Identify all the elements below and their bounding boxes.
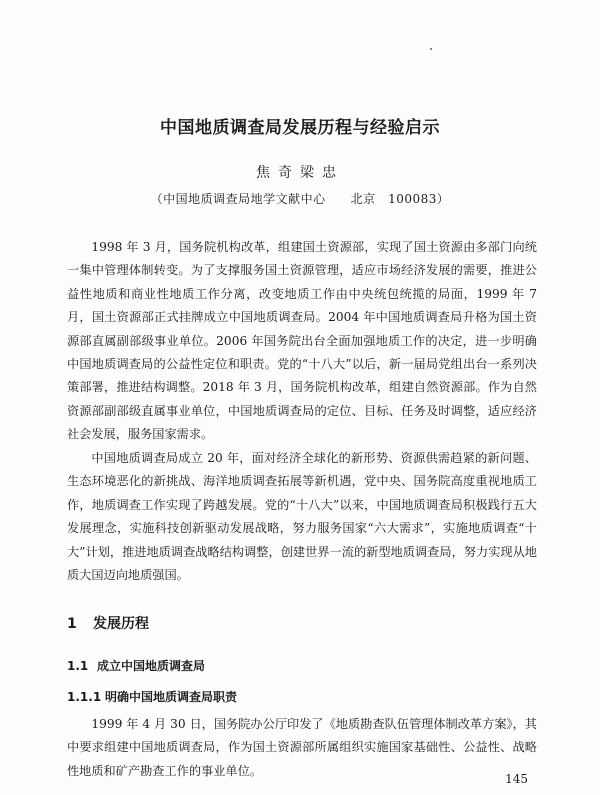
intro-paragraph-2-block — [67, 447, 537, 587]
page-number: 145 — [505, 772, 528, 786]
scan-speck — [430, 48, 432, 50]
author-affiliation: （中国地质调查局地学文献中心 北京 100083） — [150, 192, 450, 206]
section-heading-1 — [67, 613, 149, 633]
subsection-heading-1-1 — [67, 657, 205, 674]
subsubsection-heading-1-1-1 — [67, 688, 237, 705]
intro-paragraph-1-block — [67, 236, 537, 447]
subsection-title: 成立中国地质调查局 — [97, 659, 206, 673]
body-paragraph: 1999 年 4 月 30 日，国务院办公厅印发了《地质勘查队伍管理体制改革方案》，其中要求组建中国地质调查局，作为国土资源部所属组织实施国家基础性、公益性、战略性地质和矿产勘查工作的事业单位。 — [67, 717, 537, 778]
intro-paragraph: 中国地质调查局成立 20 年，面对经济全球化的新形势、资源供需趋紧的新问题、生态环境恶化的新挑战、海洋地质调查拓展等新机遇，党中央、国务院高度重视地质工作，地质调查工作实现了跨越发展。党的“十八大”以来，中国地质调查局积极践行五大发展理念，实施科技创新驱动发展战略，努力服务国家“六大需求”，实施地质调查“十大”计划，推进地质调查战略结构调整，创建世界一流的新型地质调查局，努力实现从地质大国迈向地质强国。 — [67, 451, 537, 583]
subsubsection-title: 明确中国地质调查局职责 — [105, 690, 238, 704]
section-title: 发展历程 — [93, 616, 149, 632]
article-title: 中国地质调查局发展历程与经验启示 — [160, 118, 440, 138]
intro-paragraph: 1998 年 3 月，国务院机构改革，组建国土资源部，实现了国土资源由多部门向统一集中管理体制转变。为了支撑服务国土资源管理，适应市场经济发展的需要，推进公益性地质和商业性地质工作分离，改变地质工作由中央统包统揽的局面，1999 年 7 月，国土资源部正式挂牌成立中国地质调查局。2004 年中国地质调查局升格为国土资源部直属副部级事业单位。2006 年国务院出台全面加强地质工作的决定，进一步明确中国地质调查局的公益性定位和职责。党的“十八大”以后，新一届局党组出台一系列决策部署，推进结构调整。2018 年 3 月，国务院机构改革，组建自然资源部。作为自然资源部副部级直属事业单位，中国地质调查局的定位、目标、任务及时调整，适应经济社会发展，服务国家需求。 — [67, 240, 537, 442]
section-number: 1 — [67, 616, 77, 632]
section-1-1-1-paragraph-block — [67, 713, 537, 783]
subsubsection-number: 1.1.1 — [67, 690, 102, 704]
subsection-number: 1.1 — [67, 659, 89, 673]
article-authors: 焦奇梁忠 — [256, 165, 344, 181]
